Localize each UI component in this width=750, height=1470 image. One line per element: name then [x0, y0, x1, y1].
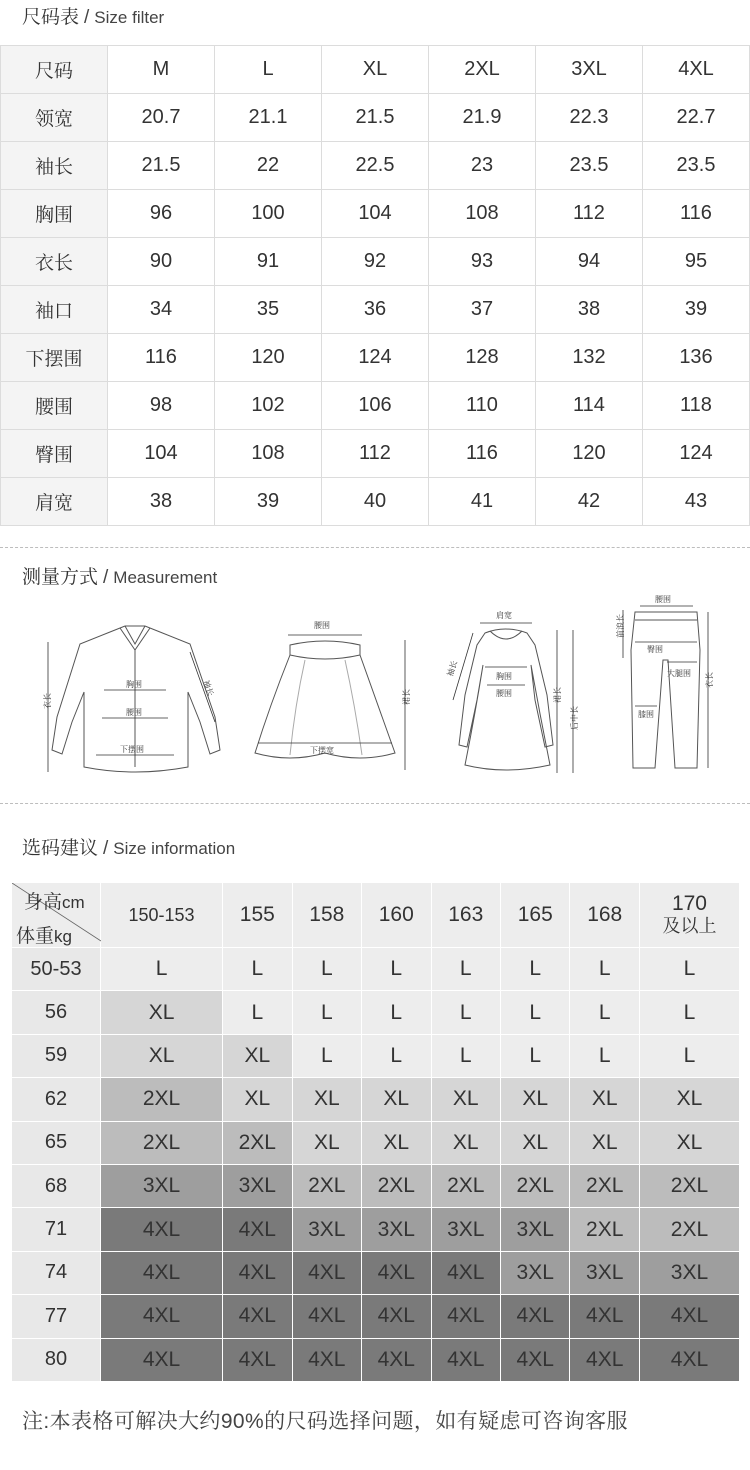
- title-separator: /: [84, 7, 90, 28]
- size-table-row: [1, 430, 750, 478]
- size-table-cell: 43: [643, 478, 750, 526]
- recommended-size-cell: XL: [501, 1122, 569, 1164]
- size-table-cell: 128: [429, 334, 536, 382]
- recommended-size-cell: 2XL: [570, 1208, 638, 1250]
- size-table-cell: 116: [429, 430, 536, 478]
- size-table-cell: L: [215, 46, 322, 94]
- recommended-size-cell: L: [501, 991, 569, 1033]
- size-table-cell: 124: [643, 430, 750, 478]
- recommended-size-cell: 4XL: [293, 1339, 361, 1381]
- dress-chest-label: 胸围: [496, 672, 512, 681]
- pants-thigh-label: 大腿围: [667, 669, 691, 678]
- size-table-row-label: 领宽: [1, 94, 108, 142]
- recommended-size-cell: 4XL: [293, 1295, 361, 1337]
- height-header-cell: 160: [362, 883, 430, 947]
- height-axis-label-text: 身高: [24, 892, 63, 913]
- pants-knee-label: 膝围: [638, 710, 654, 719]
- recommended-size-cell: L: [432, 1035, 500, 1077]
- recommended-size-cell: 3XL: [362, 1208, 430, 1250]
- measurement-title: [22, 562, 217, 589]
- size-table-cell: 104: [322, 190, 429, 238]
- size-table-cell: 21.5: [322, 94, 429, 142]
- recommended-size-cell: 4XL: [101, 1252, 222, 1294]
- title-separator: /: [103, 838, 109, 859]
- title-separator: /: [103, 567, 109, 588]
- recommended-size-cell: 2XL: [640, 1165, 739, 1207]
- recommended-size-cell: 4XL: [362, 1295, 430, 1337]
- recommended-size-cell: 4XL: [570, 1295, 638, 1337]
- weight-label-cell: 56: [12, 991, 100, 1033]
- height-header-line: 及以上: [662, 916, 717, 936]
- dress-waist-label: 腰围: [496, 689, 512, 698]
- height-axis-label: [24, 887, 85, 914]
- recommended-size-cell: 4XL: [101, 1339, 222, 1381]
- size-information-title: [22, 833, 235, 860]
- height-header-cell: 158: [293, 883, 361, 947]
- skirt-waist-label: 腰围: [314, 621, 330, 630]
- size-table-cell: 120: [536, 430, 643, 478]
- recommended-size-cell: L: [570, 991, 638, 1033]
- recommended-size-cell: 2XL: [570, 1165, 638, 1207]
- recommended-size-cell: XL: [101, 1035, 222, 1077]
- height-header-cell: [640, 883, 739, 947]
- size-table-cell: 95: [643, 238, 750, 286]
- size-table-cell: 41: [429, 478, 536, 526]
- size-table: [0, 45, 750, 526]
- pants-hip-label: 臀围: [647, 645, 663, 654]
- size-table-cell: 35: [215, 286, 322, 334]
- weight-row: [12, 948, 739, 990]
- recommended-size-cell: 3XL: [570, 1252, 638, 1294]
- size-table-cell: 20.7: [108, 94, 215, 142]
- recommended-size-cell: 2XL: [223, 1122, 291, 1164]
- weight-axis-label: [16, 921, 72, 948]
- size-table-cell: 106: [322, 382, 429, 430]
- weight-label-cell: 80: [12, 1339, 100, 1381]
- weight-row: [12, 1339, 739, 1381]
- recommended-size-cell: L: [570, 1035, 638, 1077]
- recommended-size-cell: 4XL: [501, 1339, 569, 1381]
- weight-row: [12, 1252, 739, 1294]
- height-header-cell: 163: [432, 883, 500, 947]
- size-table-cell: 2XL: [429, 46, 536, 94]
- recommended-size-cell: 4XL: [432, 1295, 500, 1337]
- recommended-size-cell: XL: [223, 1035, 291, 1077]
- recommended-size-cell: XL: [640, 1122, 739, 1164]
- recommended-size-cell: L: [293, 948, 361, 990]
- recommended-size-cell: 4XL: [570, 1339, 638, 1381]
- height-header-cell: 155: [223, 883, 291, 947]
- recommended-size-cell: L: [640, 1035, 739, 1077]
- recommended-size-cell: L: [432, 991, 500, 1033]
- size-table-cell: 21.9: [429, 94, 536, 142]
- recommended-size-cell: 4XL: [362, 1339, 430, 1381]
- weight-row: [12, 1035, 739, 1077]
- pants-front-rise-label: 前浪长: [616, 614, 625, 638]
- shirt-sleeve-label: 袖长: [201, 679, 216, 698]
- shirt-chest-label: 胸围: [126, 680, 142, 689]
- size-table-cell: 132: [536, 334, 643, 382]
- recommended-size-cell: XL: [570, 1122, 638, 1164]
- size-table-row: [1, 94, 750, 142]
- size-information-title-en: Size information: [113, 839, 236, 858]
- recommended-size-cell: L: [293, 1035, 361, 1077]
- grid-corner-cell: [12, 883, 100, 947]
- dress-shoulder-label: 肩宽: [496, 611, 512, 620]
- recommended-size-cell: 4XL: [293, 1252, 361, 1294]
- size-table-cell: 91: [215, 238, 322, 286]
- recommended-size-cell: XL: [362, 1078, 430, 1120]
- size-table-cell: 136: [643, 334, 750, 382]
- recommended-size-cell: XL: [293, 1078, 361, 1120]
- recommended-size-cell: L: [501, 948, 569, 990]
- measurement-title-en: Measurement: [113, 568, 218, 587]
- size-table-cell: 94: [536, 238, 643, 286]
- size-table-cell: 93: [429, 238, 536, 286]
- size-table-cell: 90: [108, 238, 215, 286]
- weight-label-cell: 50-53: [12, 948, 100, 990]
- recommended-size-cell: 4XL: [223, 1339, 291, 1381]
- weight-row: [12, 1295, 739, 1337]
- size-table-cell: 38: [108, 478, 215, 526]
- weight-label-cell: 65: [12, 1122, 100, 1164]
- recommended-size-cell: L: [432, 948, 500, 990]
- weight-row: [12, 1078, 739, 1120]
- size-table-cell: 120: [215, 334, 322, 382]
- recommended-size-cell: 3XL: [640, 1252, 739, 1294]
- shirt-hem-label: 下摆围: [120, 745, 144, 754]
- recommended-size-cell: 3XL: [501, 1208, 569, 1250]
- recommended-size-cell: L: [640, 991, 739, 1033]
- section-divider: [0, 547, 750, 548]
- recommended-size-cell: 4XL: [432, 1252, 500, 1294]
- recommended-size-cell: 4XL: [432, 1339, 500, 1381]
- size-table-cell: 104: [108, 430, 215, 478]
- size-table-cell: 40: [322, 478, 429, 526]
- size-table-cell: 38: [536, 286, 643, 334]
- recommended-size-cell: L: [101, 948, 222, 990]
- skirt-hem-label: 下摆宽: [310, 746, 334, 755]
- size-table-cell: 22.7: [643, 94, 750, 142]
- recommended-size-cell: 4XL: [223, 1295, 291, 1337]
- size-table-row: [1, 238, 750, 286]
- recommended-size-cell: XL: [101, 991, 222, 1033]
- weight-label-cell: 74: [12, 1252, 100, 1294]
- skirt-length-label: 裙长: [402, 689, 411, 705]
- recommended-size-cell: L: [223, 991, 291, 1033]
- pants-length-label: 衣长: [705, 672, 714, 688]
- section-divider: [0, 803, 750, 804]
- size-table-cell: 98: [108, 382, 215, 430]
- weight-label-cell: 71: [12, 1208, 100, 1250]
- recommended-size-cell: 4XL: [640, 1339, 739, 1381]
- weight-label-cell: 68: [12, 1165, 100, 1207]
- size-table-cell: 92: [322, 238, 429, 286]
- recommended-size-cell: XL: [362, 1122, 430, 1164]
- shirt-length-label: 衣长: [43, 693, 52, 709]
- size-table-cell: 116: [643, 190, 750, 238]
- size-table-cell: 108: [429, 190, 536, 238]
- size-table-cell: 21.1: [215, 94, 322, 142]
- size-table-cell: 112: [536, 190, 643, 238]
- recommended-size-cell: XL: [501, 1078, 569, 1120]
- recommended-size-cell: L: [640, 948, 739, 990]
- height-header-line: 170: [671, 892, 707, 915]
- recommended-size-cell: 3XL: [293, 1208, 361, 1250]
- size-filter-title-cn: 尺码表: [22, 7, 80, 28]
- size-table-header-row: [1, 46, 750, 94]
- size-table-cell: 100: [215, 190, 322, 238]
- height-header-cell: 165: [501, 883, 569, 947]
- size-table-cell: 39: [215, 478, 322, 526]
- recommended-size-cell: 2XL: [501, 1165, 569, 1207]
- recommended-size-cell: 2XL: [101, 1078, 222, 1120]
- size-table-cell: 39: [643, 286, 750, 334]
- size-table-row-label: 腰围: [1, 382, 108, 430]
- recommended-size-cell: XL: [640, 1078, 739, 1120]
- weight-axis-label-text: 体重: [16, 926, 55, 947]
- size-table-row: [1, 142, 750, 190]
- size-table-row-label: 衣长: [1, 238, 108, 286]
- size-table-cell: 118: [643, 382, 750, 430]
- recommended-size-cell: 4XL: [501, 1295, 569, 1337]
- weight-row: [12, 1165, 739, 1207]
- size-table-cell: M: [108, 46, 215, 94]
- size-table-cell: 112: [322, 430, 429, 478]
- size-table-cell: 110: [429, 382, 536, 430]
- size-table-cell: 37: [429, 286, 536, 334]
- recommended-size-cell: L: [570, 948, 638, 990]
- size-table-row-label: 袖口: [1, 286, 108, 334]
- height-header-row: [12, 883, 739, 947]
- footnote: 注:本表格可解决大约90%的尺码选择问题，如有疑虑可咨询客服: [22, 1410, 628, 1433]
- size-table-cell: 22: [215, 142, 322, 190]
- size-table-row-label: 肩宽: [1, 478, 108, 526]
- size-table-cell: 114: [536, 382, 643, 430]
- size-table-cell: 36: [322, 286, 429, 334]
- recommended-size-cell: 2XL: [101, 1122, 222, 1164]
- recommended-size-cell: 3XL: [432, 1208, 500, 1250]
- size-table-cell: XL: [322, 46, 429, 94]
- recommended-size-cell: L: [362, 948, 430, 990]
- recommended-size-cell: L: [223, 948, 291, 990]
- size-table-cell: 34: [108, 286, 215, 334]
- size-table-row: [1, 382, 750, 430]
- recommended-size-cell: XL: [293, 1122, 361, 1164]
- size-table-cell: 96: [108, 190, 215, 238]
- shirt-waist-label: 腰围: [126, 708, 142, 717]
- recommended-size-cell: L: [501, 1035, 569, 1077]
- dress-length-label: 裙长: [553, 687, 562, 703]
- recommended-size-cell: XL: [570, 1078, 638, 1120]
- height-header-cell: 150-153: [101, 883, 222, 947]
- size-table-cell: 21.5: [108, 142, 215, 190]
- recommended-size-cell: XL: [432, 1122, 500, 1164]
- size-table-row-label: 胸围: [1, 190, 108, 238]
- recommended-size-cell: L: [293, 991, 361, 1033]
- pants-measurement-figure: [605, 590, 725, 775]
- weight-unit: kg: [54, 927, 72, 946]
- size-recommendation-grid: [11, 882, 740, 1382]
- size-information-title-cn: 选码建议: [22, 838, 99, 859]
- recommended-size-cell: 2XL: [432, 1165, 500, 1207]
- size-table-row: [1, 190, 750, 238]
- size-table-cell: 4XL: [643, 46, 750, 94]
- recommended-size-cell: XL: [432, 1078, 500, 1120]
- height-unit: cm: [62, 893, 85, 912]
- recommended-size-cell: L: [362, 1035, 430, 1077]
- size-table-cell: 3XL: [536, 46, 643, 94]
- size-table-row-label: 下摆围: [1, 334, 108, 382]
- recommended-size-cell: 2XL: [640, 1208, 739, 1250]
- shirt-measurement-figure: [40, 622, 235, 782]
- dress-sleeve-label: 袖长: [445, 659, 460, 678]
- size-table-cell: 116: [108, 334, 215, 382]
- skirt-measurement-figure: [250, 615, 415, 775]
- size-table-cell: 42: [536, 478, 643, 526]
- size-table-row: [1, 478, 750, 526]
- weight-row: [12, 991, 739, 1033]
- size-table-cell: 22.5: [322, 142, 429, 190]
- recommended-size-cell: 2XL: [293, 1165, 361, 1207]
- measurement-title-cn: 测量方式: [22, 567, 99, 588]
- size-table-cell: 22.3: [536, 94, 643, 142]
- recommended-size-cell: 4XL: [640, 1295, 739, 1337]
- dress-measurement-figure: [435, 605, 585, 780]
- recommended-size-cell: 4XL: [362, 1252, 430, 1294]
- size-table-cell: 124: [322, 334, 429, 382]
- size-table-row-label: 臀围: [1, 430, 108, 478]
- size-filter-title: [22, 2, 164, 29]
- weight-label-cell: 77: [12, 1295, 100, 1337]
- height-header-cell: 168: [570, 883, 638, 947]
- recommended-size-cell: 2XL: [362, 1165, 430, 1207]
- recommended-size-cell: 4XL: [223, 1208, 291, 1250]
- weight-row: [12, 1208, 739, 1250]
- dress-back-length-label: 后中长: [570, 706, 579, 730]
- recommended-size-cell: 4XL: [101, 1295, 222, 1337]
- size-table-row-label: 袖长: [1, 142, 108, 190]
- recommended-size-cell: 3XL: [501, 1252, 569, 1294]
- size-table-cell: 108: [215, 430, 322, 478]
- weight-label-cell: 59: [12, 1035, 100, 1077]
- size-table-cell: 102: [215, 382, 322, 430]
- size-table-cell: 23.5: [536, 142, 643, 190]
- recommended-size-cell: 3XL: [101, 1165, 222, 1207]
- weight-row: [12, 1122, 739, 1164]
- weight-label-cell: 62: [12, 1078, 100, 1120]
- size-table-cell: 23: [429, 142, 536, 190]
- recommended-size-cell: 4XL: [223, 1252, 291, 1294]
- recommended-size-cell: L: [362, 991, 430, 1033]
- recommended-size-cell: XL: [223, 1078, 291, 1120]
- size-table-cell: 23.5: [643, 142, 750, 190]
- size-filter-title-en: Size filter: [94, 8, 165, 27]
- size-table-row-label: 尺码: [1, 46, 108, 94]
- recommended-size-cell: 4XL: [101, 1208, 222, 1250]
- pants-waist-label: 腰围: [655, 595, 671, 604]
- recommended-size-cell: 3XL: [223, 1165, 291, 1207]
- size-table-row: [1, 286, 750, 334]
- size-table-row: [1, 334, 750, 382]
